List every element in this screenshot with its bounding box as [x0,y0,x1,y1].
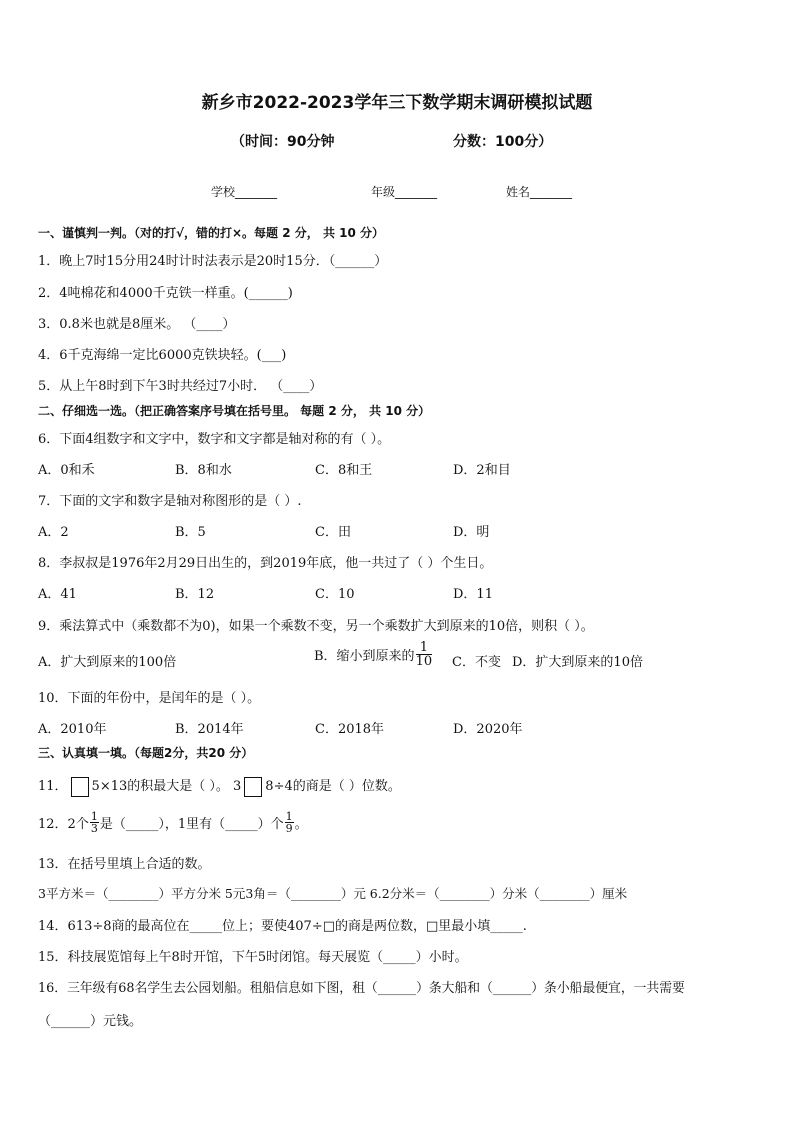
fraction-denominator: 9 [285,822,293,835]
question-2: 2．4吨棉花和4000千克铁一样重。(______) [38,286,293,301]
q9-option-c: C．不变 [452,655,501,670]
blank-box[interactable] [71,777,89,797]
question-16-cont: （______）元钱。 [38,1014,143,1029]
q8-option-a: A．41 [38,587,77,602]
fraction-one-tenth [416,641,433,668]
question-1: 1．晚上7时15分用24时计时法表示是20时15分．（______） [38,254,388,269]
fraction-denominator: 3 [90,822,98,835]
q8-option-d: D．11 [453,587,493,602]
q13-blanks: 3平方米＝（________）平方分米 5元3角＝（________）元 6.2分米＝（________）分米（________）厘米 [38,886,628,901]
blank-box[interactable] [244,777,262,797]
q12-part-2: 是（_____），1里有（_____）个 [99,817,284,832]
q10-option-c: C．2018年 [315,722,385,737]
question-6: 6．下面4组数字和文字中，数字和文字都是轴对称的有（ ）。 [38,432,391,447]
fraction-one-third [90,811,99,834]
question-4: 4．6千克海绵一定比6000克铁块轻。(___) [38,348,287,363]
question-7: 7．下面的文字和数字是轴对称图形的是（ ）. [38,494,302,509]
question-8: 8．李叔叔是1976年2月29日出生的，到2019年底，他一共过了（ ）个生日。 [38,556,493,571]
q11-part-2: 8÷4的商是（ ）位数。 [265,779,401,794]
q9-option-a: A．扩大到原来的100倍 [38,655,177,670]
q9-option-b [314,641,433,668]
school-field: 学校_______ [211,185,278,199]
question-3: 3．0.8米也就是8厘米。 （____） [38,317,236,332]
question-11 [38,775,401,797]
q12-part-1: 12．2个 [38,817,89,832]
q6-option-c: C．8和王 [315,463,373,478]
question-13: 13．在括号里填上合适的数。 [38,857,211,872]
q11-part-1: 5×13的积最大是（ ）。 3 [91,779,242,794]
question-5: 5．从上午8时到下午3时共经过7小时． （____） [38,379,323,394]
exam-time: （时间：90分钟 [231,134,335,150]
q10-option-a: A．2010年 [38,722,107,737]
fraction-denominator: 10 [415,654,433,669]
q11-number: 11． [38,779,68,794]
grade-field: 年级_______ [371,185,438,199]
q6-option-d: D．2和目 [453,463,511,478]
question-14: 14．613÷8商的最高位在_____位上；要使407÷□的商是两位数，□里最小填_____. [38,919,527,934]
q10-option-b: B．2014年 [175,722,244,737]
fraction-one-ninth [285,811,294,834]
fraction-numerator: 1 [285,810,293,823]
q8-option-c: C．10 [315,587,355,602]
question-10: 10．下面的年份中，是闰年的是（ ）。 [38,691,261,706]
q9-option-b-text: B．缩小到原来的 [314,649,415,664]
fraction-numerator: 1 [90,810,98,823]
question-12 [38,811,308,834]
exam-score: 分数：100分） [453,134,553,150]
question-15: 15．科技展览馆每上午8时开馆，下午5时闭馆。每天展览（_____）小时。 [38,950,468,965]
section-2-heading: 二、仔细选一选。（把正确答案序号填在括号里。 每题 2 分， 共 10 分） [38,404,431,418]
name-field: 姓名_______ [506,185,573,199]
section-3-heading: 三、认真填一填。（每题2分，共20 分） [38,746,254,760]
fraction-numerator: 1 [416,641,433,655]
q10-option-d: D．2020年 [453,722,523,737]
q12-part-3: 。 [294,817,308,832]
q6-option-b: B．8和水 [175,463,232,478]
q7-option-c: C．田 [315,525,351,540]
q6-option-a: A．0和禾 [38,463,95,478]
q9-option-d: D．扩大到原来的10倍 [512,655,643,670]
question-16: 16．三年级有68名学生去公园划船。租船信息如下图，租（______）条大船和（______）条小船最便宜，一共需要 [38,981,685,996]
section-1-heading: 一、谨慎判一判。（对的打√，错的打×。每题 2 分， 共 10 分） [38,226,384,240]
page-title: 新乡市2022-2023学年三下数学期末调研模拟试题 [201,93,593,113]
q7-option-d: D．明 [453,525,490,540]
q7-option-a: A．2 [38,525,69,540]
question-9: 9．乘法算式中（乘数都不为0)，如果一个乘数不变，另一个乘数扩大到原来的10倍，则积（ ）。 [38,619,594,634]
q8-option-b: B．12 [175,587,215,602]
q7-option-b: B．5 [175,525,206,540]
